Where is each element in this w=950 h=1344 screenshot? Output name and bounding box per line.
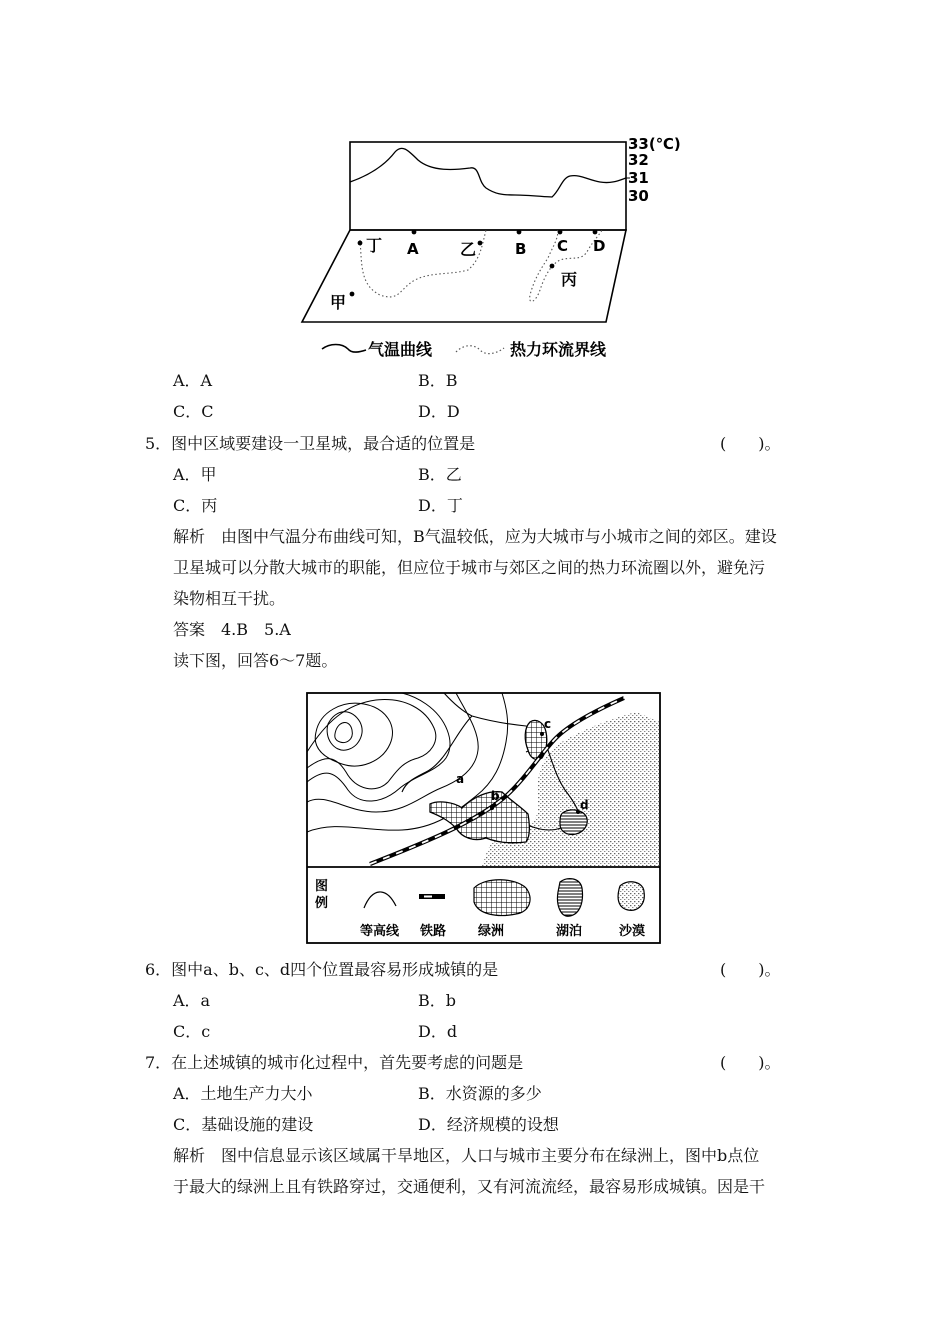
legend-desert-label: 沙漠: [619, 924, 646, 939]
point-jia-marker: [350, 292, 355, 297]
q4-option-d: D．D: [418, 402, 460, 421]
analysis2-line1: 解析 图中信息显示该区域属干旱地区，人口与城市主要分布在绿洲上，图中b点位: [173, 1146, 760, 1165]
temp-tick-30: 30: [628, 187, 649, 205]
point-ding-marker: [358, 241, 363, 246]
temp-curve-legend-icon: [322, 345, 366, 353]
analysis1-line2: 卫星城可以分散大城市的职能，但应位于城市与郊区之间的热力环流圈以外，避免污: [173, 558, 766, 577]
q6-answer-bracket: ( )。: [720, 960, 781, 979]
oasis-map-figure: [306, 692, 662, 946]
point-c-label: C: [557, 237, 569, 255]
q6-option-c: C．c: [173, 1022, 211, 1041]
legend-lake-icon: [558, 879, 583, 917]
point-bing-marker: [550, 264, 555, 269]
legend-title-char1: 图: [315, 879, 329, 894]
q7-option-c: C．基础设施的建设: [173, 1115, 314, 1134]
analysis2-line2: 于最大的绿洲上且有铁路穿过，交通便利，又有河流流经，最容易形成城镇。因是干: [173, 1177, 766, 1196]
q5-stem: 5．图中区域要建设一卫星城，最合适的位置是: [145, 434, 476, 453]
legend-oasis-label: 绿洲: [478, 924, 505, 939]
temp-tick-33: 33(℃): [628, 135, 681, 153]
place-jia-label: 甲: [330, 293, 347, 312]
temperature-panel: [350, 142, 626, 230]
place-bing-label: 丙: [561, 270, 578, 289]
legend-title-char2: 例: [315, 896, 329, 911]
point-a-marker: [412, 230, 417, 235]
place-yi-label: 乙: [460, 240, 477, 259]
legend-railway-label: 铁路: [420, 924, 447, 939]
q6-option-b: B．b: [418, 991, 457, 1010]
q5-answer-bracket: ( )。: [720, 434, 781, 453]
legend-oasis-icon: [474, 880, 530, 916]
point-b-marker: [490, 806, 494, 810]
temp-curve-legend-label: 气温曲线: [368, 340, 433, 359]
point-c-label: c: [544, 717, 552, 731]
place-ding-label: 丁: [366, 236, 383, 255]
read-figure-instruction: 读下图，回答6～7题。: [173, 651, 338, 670]
legend-lake-label: 湖泊: [556, 924, 583, 939]
point-b-marker: [517, 230, 522, 235]
point-d-marker: [593, 230, 598, 235]
point-yi-marker: [478, 241, 483, 246]
temp-tick-32: 32: [628, 151, 649, 169]
q7-option-a: A．土地生产力大小: [173, 1084, 313, 1103]
q6-option-a: A．a: [173, 991, 211, 1010]
q5-option-b: B．乙: [418, 465, 462, 484]
q5-option-d: D．丁: [418, 496, 463, 515]
q7-answer-bracket: ( )。: [720, 1053, 781, 1072]
circulation-legend-icon: [456, 346, 504, 354]
point-a-label: a: [456, 772, 465, 786]
circulation-legend-label: 热力环流界线: [510, 340, 607, 359]
point-d-label: d: [580, 798, 589, 812]
legend-railway-icon-inner: [424, 896, 432, 898]
point-c-marker: [540, 732, 544, 736]
q6-option-d: D．d: [418, 1022, 458, 1041]
q5-option-c: C．丙: [173, 496, 218, 515]
q7-option-d: D．经济规模的设想: [418, 1115, 559, 1134]
lake-d: [560, 810, 587, 835]
q6-stem: 6．图中a、b、c、d四个位置最容易形成城镇的是: [145, 960, 499, 979]
q4-option-a: A．A: [173, 371, 213, 390]
point-d-label: D: [593, 237, 606, 255]
point-a-label: A: [407, 240, 419, 258]
legend-contour-label: 等高线: [360, 924, 400, 939]
temperature-circulation-figure: [290, 130, 690, 365]
temperature-curve: [350, 148, 626, 197]
q7-stem: 7．在上述城镇的城市化过程中，首先要考虑的问题是: [145, 1053, 524, 1072]
q4-option-b: B．B: [418, 371, 458, 390]
answer-line: 答案 4.B 5.A: [173, 620, 291, 639]
analysis1-line3: 染物相互干扰。: [173, 589, 286, 608]
temp-tick-31: 31: [628, 169, 649, 187]
point-b-label: B: [515, 240, 527, 258]
point-c-marker: [558, 230, 563, 235]
legend-desert-icon: [618, 882, 644, 911]
q4-option-c: C．C: [173, 402, 214, 421]
legend-contour-icon: [364, 892, 396, 908]
q7-option-b: B．水资源的多少: [418, 1084, 542, 1103]
q5-option-a: A．甲: [173, 465, 217, 484]
analysis1-line1: 解析 由图中气温分布曲线可知，B气温较低，应为大城市与小城市之间的郊区。建设: [173, 527, 777, 546]
point-b-label: b: [491, 789, 500, 803]
